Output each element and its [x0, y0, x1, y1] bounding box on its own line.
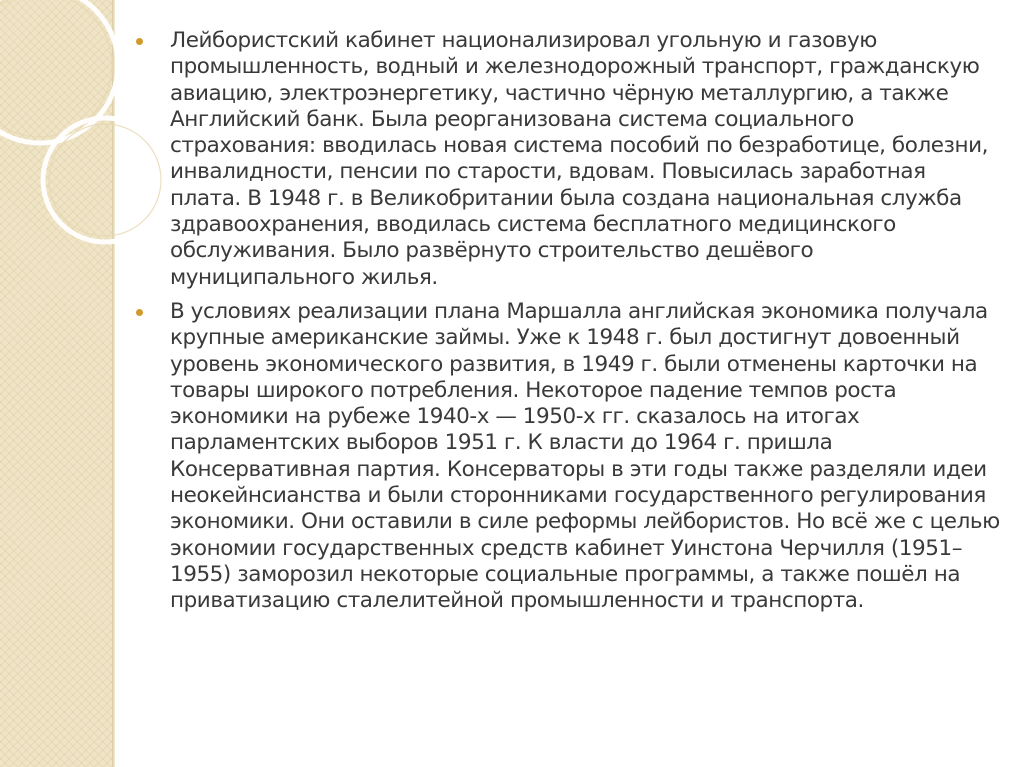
bullet-dot-icon: [136, 309, 143, 316]
bullet-list: [130, 28, 1000, 615]
slide-body: [130, 28, 1000, 623]
bullet-text: Лейбористский кабинет национализировал угольную и газовую промышленность, водный и железнодорожный транспорт, гражданскую авиацию, электроэнергетику, частично чёрную металлургию, а также Английский банк. Была реорганизована система социального страхования: вводилась новая система пособий по безработице, болезни, инвалидности, пенсии по старости, вдовам. Повысилась заработная плата. В 1948 г. в Великобритании была создана национальная служба здравоохранения, вводилась система бесплатного медицинского обслуживания. Было развёрнуто строительство дешёвого муниципального жилья.: [170, 28, 989, 290]
bullet-dot-icon: [136, 38, 143, 45]
bullet-text: В условиях реализации плана Маршалла английская экономика получала крупные американские займы. Уже к 1948 г. был достигнут довоенный уровень экономического развития, в 1949 г. были отменены карточки на товары широкого потребления. Некоторое падение темпов роста экономики на рубеже 1940-х — 1950-х гг. сказалось на итогах парламентских выборов 1951 г. К власти до 1964 г. пришла Консервативная партия. Консерваторы в эти годы также разделяли идеи неокейнсианства и были сторонниками государственного регулирования экономики. Они оставили в силе реформы лейбористов. Но всё же с целью экономии государственных средств кабинет Уинстона Черчилля (1951–1955) заморозил некоторые социальные программы, а также пошёл на приватизацию сталелитейной промышленности и транспорта.: [170, 298, 1000, 614]
bullet-item: [130, 28, 1000, 291]
bullet-item: [130, 299, 1000, 615]
